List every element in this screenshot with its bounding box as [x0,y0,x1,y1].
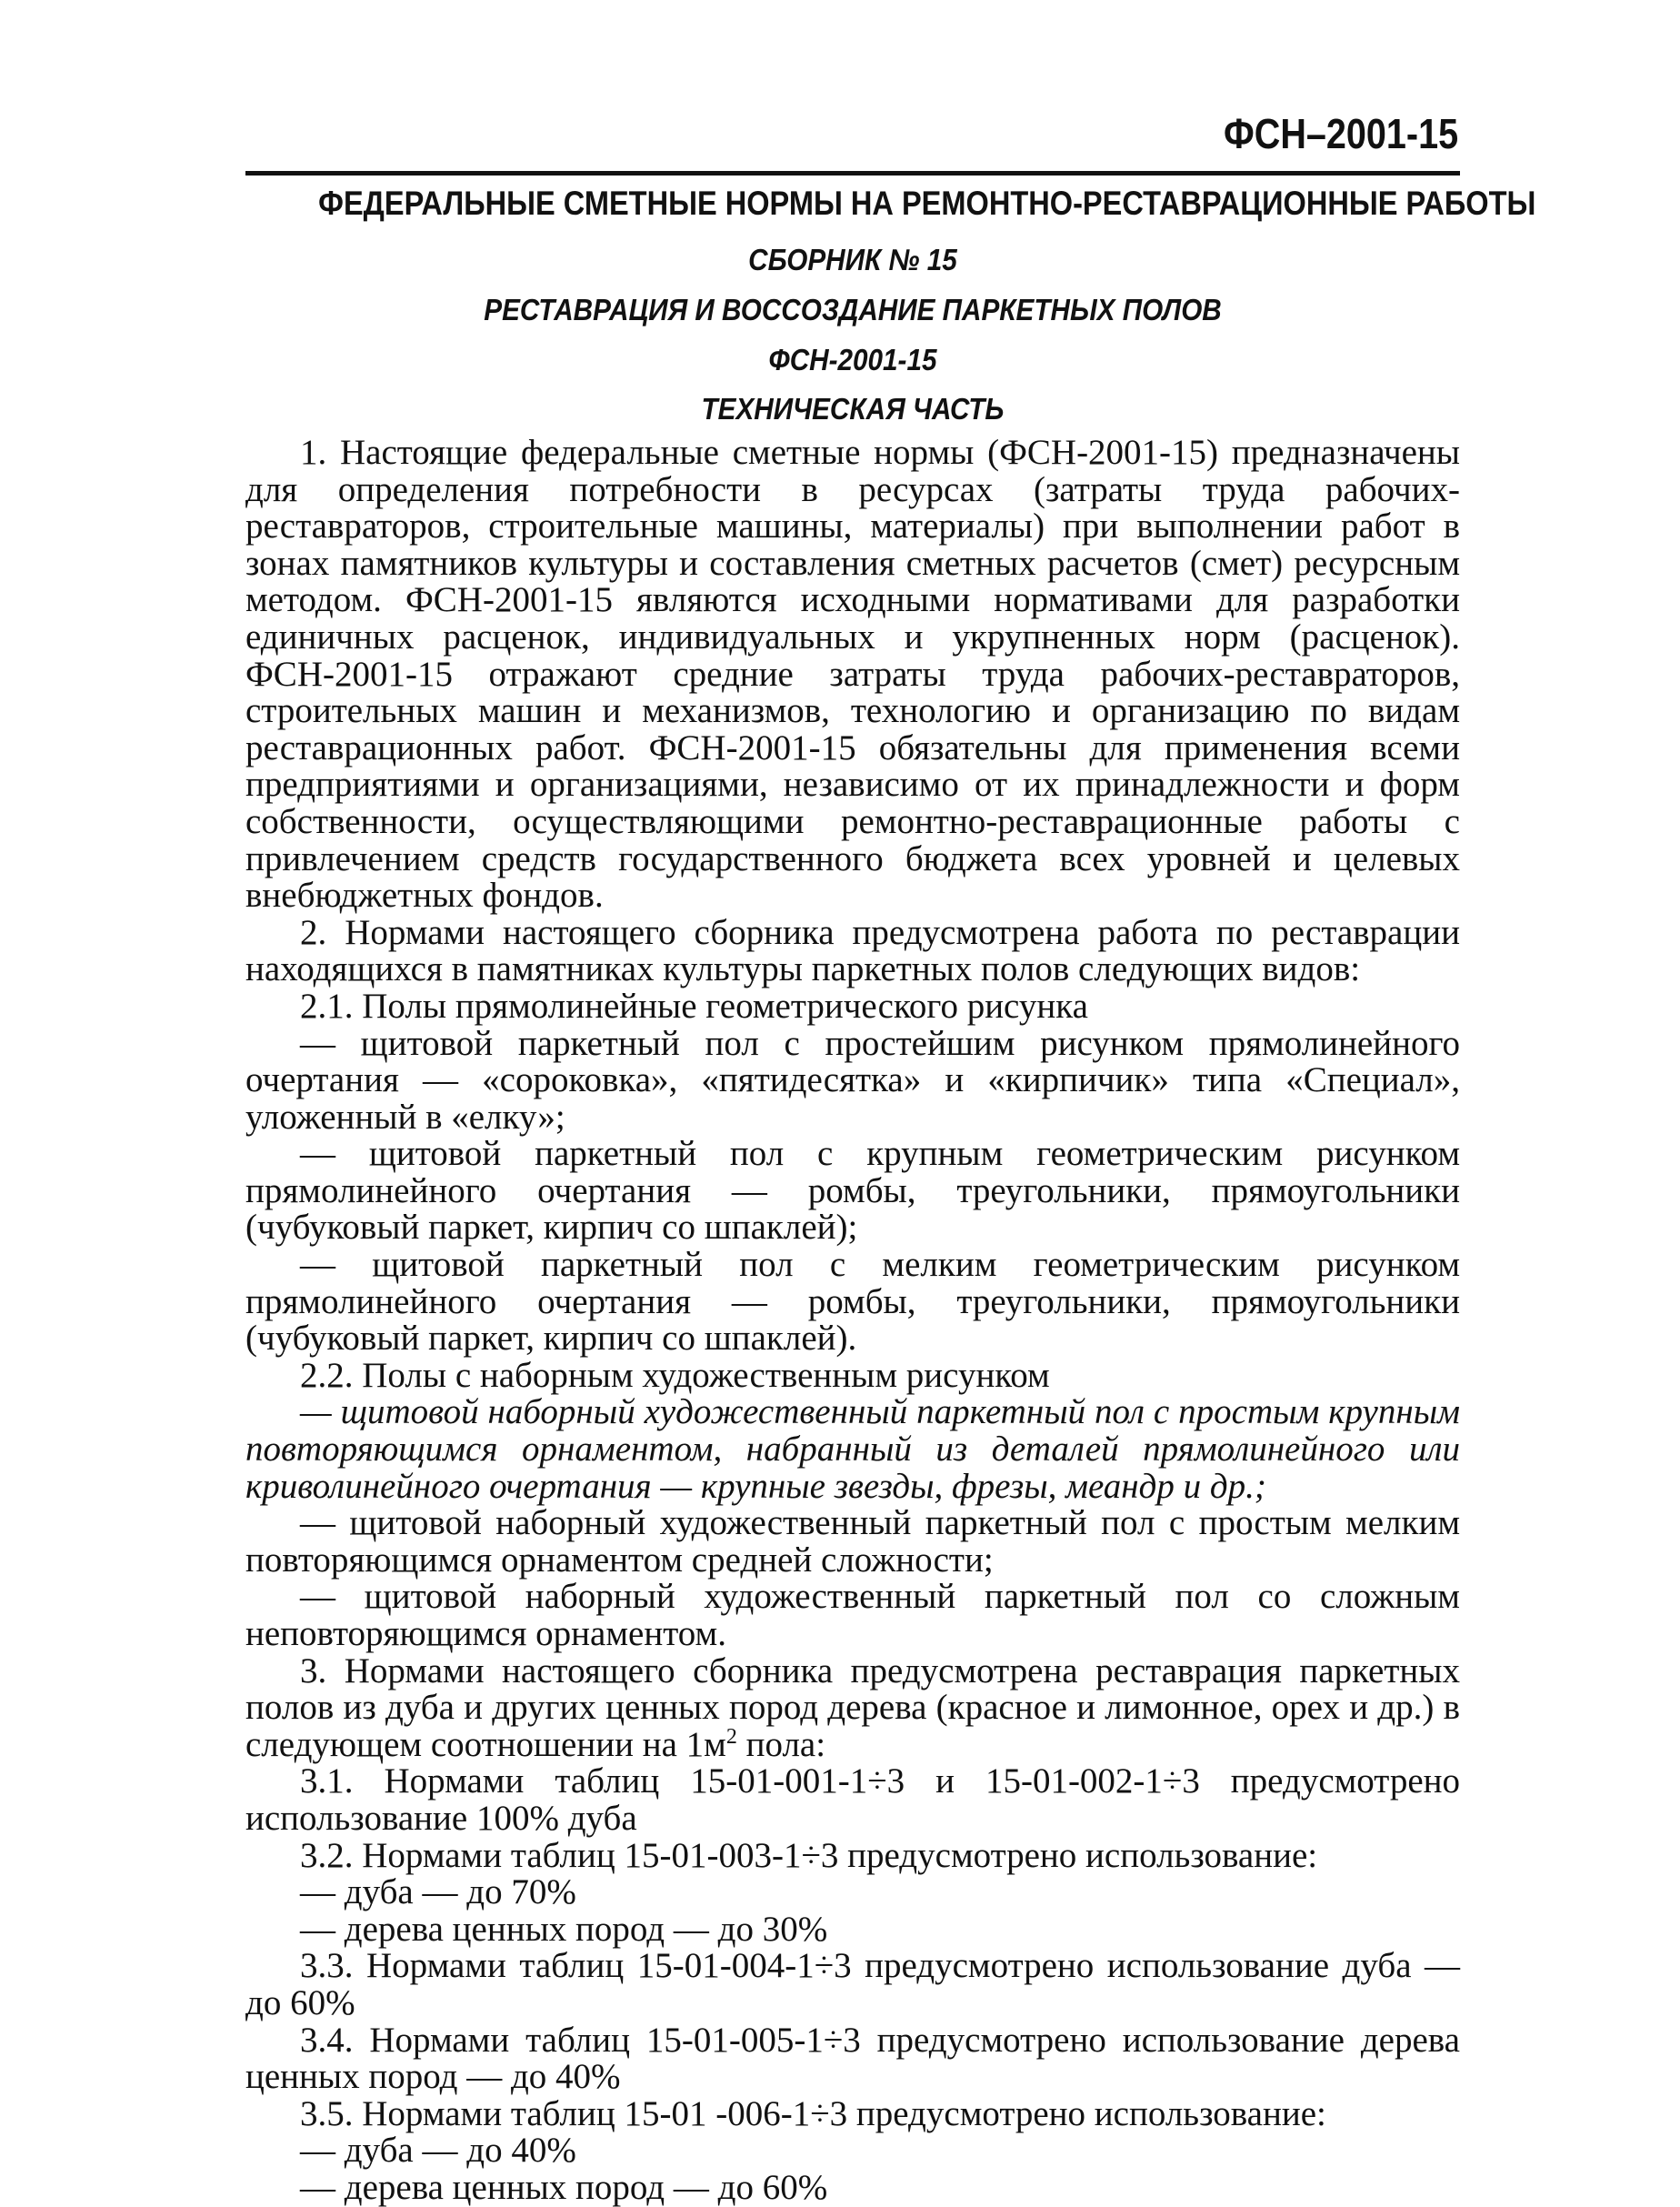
list-item: — дерева ценных пород — до 60% [300,2167,828,2207]
list-item: — щитовой наборный художественный паркетный пол с простым крупным повторяющимся орнаментом, набранный из деталей прямолинейного или криволинейного очертания — крупные звезды, фрезы, меандр и др.; [245,1392,1460,1506]
section-title: ТЕХНИЧЕСКАЯ ЧАСТЬ [701,392,1005,426]
list-item: — щитовой паркетный пол с крупным геометрическим рисунком прямолинейного очертания — ромбы, треугольники, прямоугольники (чубуковый паркет, кирпич со шпаклей); [245,1134,1460,1248]
list-item: — дерева ценных пород — до 30% [300,1909,828,1949]
superscript: 2 [725,1724,737,1749]
paragraph-3-3: 3.3. Нормами таблиц 15-01-004-1÷3 предусмотрено использование дуба — до 60% [245,1946,1460,2022]
paragraph-3-5: 3.5. Нормами таблиц 15-01 -006-1÷3 предусмотрено использование: [300,2093,1326,2133]
list-item: — щитовой паркетный пол с простейшим рисунком прямолинейного очертания — «сороковка», «пятидесятка» и «кирпичик» типа «Специал», уложенный в «елку»; [245,1023,1460,1137]
header-rule [245,171,1460,176]
paragraph-3 [245,1650,1460,1764]
document-code-header: ФСН–2001-15 [1223,110,1458,157]
paragraph-3-tail: пола: [736,1724,826,1764]
list-item: — дуба — до 70% [300,1872,576,1912]
collection-title: СБОРНИК № 15 [748,243,957,276]
paragraph-1: 1. Настоящие федеральные сметные нормы (ФСН-2001-15) предназначены для определения потребности в ресурсах (затраты труда рабочих-реставраторов, строительные машины, материалы) при выполнении работ в зонах памятников культуры и составления сметных расчетов (смет) ресурсным методом. ФСН-2001-15 являются исходными нормативами для разработки единичных расценок, индивидуальных и укрупненных норм (расценок). ФСН-2001-15 отражают средние затраты труда рабочих-реставраторов, строительных машин и механизмов, технологию и организацию по видам реставрационных работ. ФСН-2001-15 обязательны для применения всеми предприятиями и организациями, независимо от их принадлежности и форм собственности, осуществляющими ремонтно-реставрационные работы с привлечением средств государственного бюджета всех уровней и целевых внебюджетных фондов. [245,433,1460,916]
paragraph-3-2: 3.2. Нормами таблиц 15-01-003-1÷3 предусмотрено использование: [300,1835,1318,1875]
paragraph-2: 2. Нормами настоящего сборника предусмотрена работа по реставрации находящихся в памятниках культуры паркетных полов следующих видов: [245,912,1460,989]
code-title: ФСН-2001-15 [768,343,937,376]
list-item: — дуба — до 40% [300,2131,576,2171]
paragraph-3-1: 3.1. Нормами таблиц 15-01-001-1÷3 и 15-01-002-1÷3 предусмотрено использование 100% дуба [245,1761,1460,1838]
paragraph-3-text: 3. Нормами настоящего сборника предусмотрена реставрация паркетных полов из дуба и других ценных пород дерева (красное и лимонное, орех и др.) в следующем соотношении на 1м [245,1650,1460,1764]
list-item: — щитовой наборный художественный паркетный пол со сложным неповторяющимся орнаментом. [245,1577,1460,1653]
list-item: — щитовой паркетный пол с мелким геометрическим рисунком прямолинейного очертания — ромбы, треугольники, прямоугольники (чубуковый паркет, кирпич со шпаклей). [245,1245,1460,1359]
body-text [245,435,1460,2207]
subject-title: РЕСТАВРАЦИЯ И ВОССОЗДАНИЕ ПАРКЕТНЫХ ПОЛОВ [484,293,1222,326]
list-item: — щитовой наборный художественный паркетный пол с простым мелким повторяющимся орнаментом средней сложности; [245,1503,1460,1580]
paragraph-2-2: 2.2. Полы с наборным художественным рисунком [300,1355,1050,1395]
paragraph-3-4: 3.4. Нормами таблиц 15-01-005-1÷3 предусмотрено использование дерева ценных пород — до 40% [245,2020,1460,2097]
paragraph-2-1: 2.1. Полы прямолинейные геометрического рисунка [300,986,1088,1026]
main-title: ФЕДЕРАЛЬНЫЕ СМЕТНЫЕ НОРМЫ НА РЕМОНТНО-РЕСТАВРАЦИОННЫЕ РАБОТЫ [318,185,1536,222]
